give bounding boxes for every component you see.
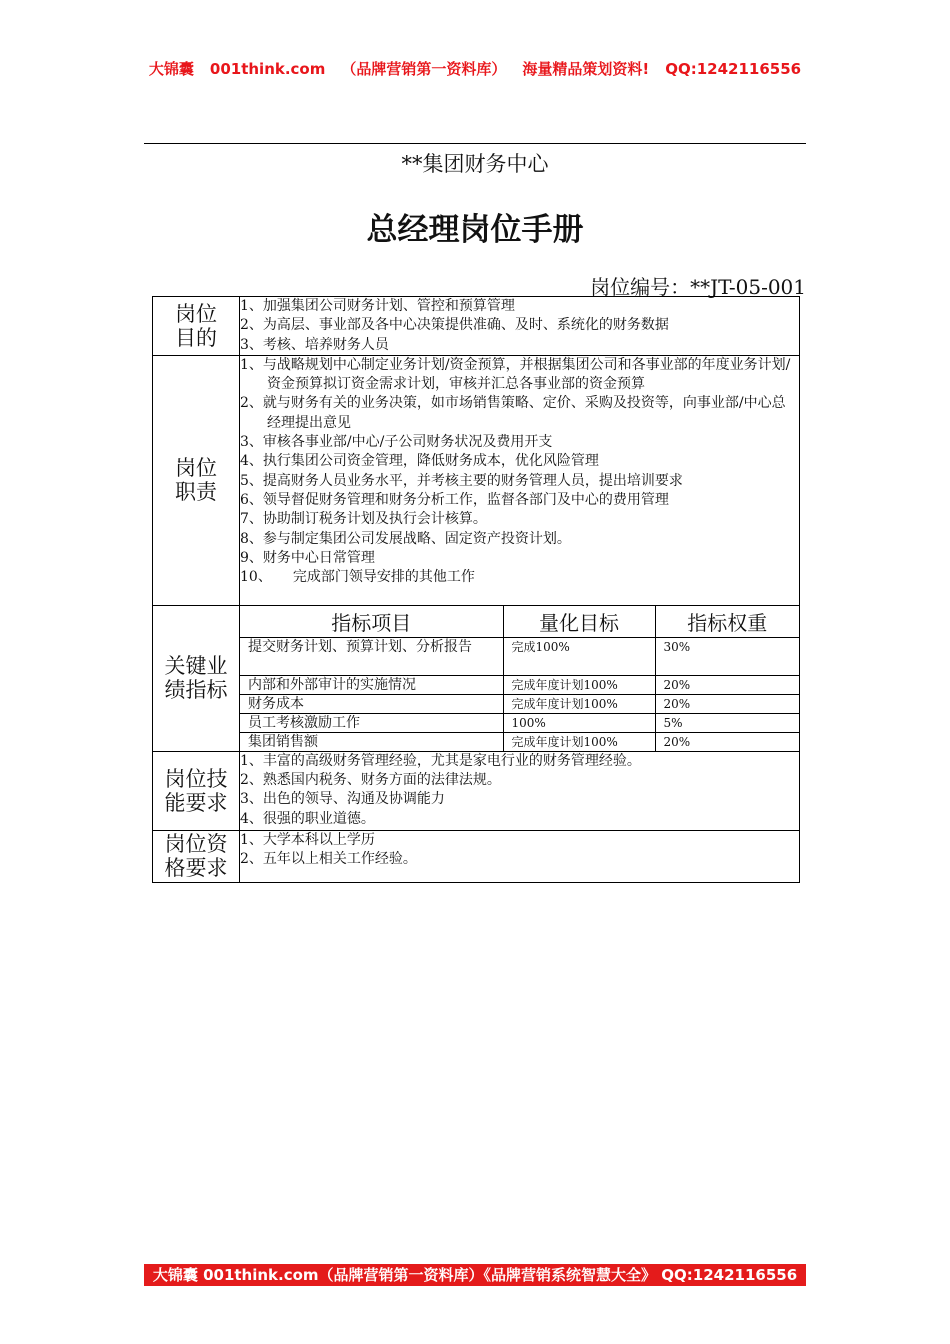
list-item: 8、参与制定集团公司发展战略、固定资产投资计划。 <box>240 530 571 547</box>
position-table <box>152 296 800 883</box>
list-item: 2、为高层、事业部及各中心决策提供准确、及时、系统化的财务数据 <box>240 317 669 334</box>
footer-banner[interactable]: 大锦囊 001think.com（品牌营销第一资料库）《品牌营销系统智慧大全》 QQ:1242116556 <box>144 1264 806 1286</box>
kpi-weight: 5% <box>655 713 799 732</box>
kpi-label: 关键业绩指标 <box>153 605 240 751</box>
skills-row <box>153 751 800 830</box>
list-item: 3、考核、培养财务人员 <box>240 336 389 353</box>
list-item: 3、出色的领导、沟通及协调能力 <box>240 791 445 808</box>
duties-label: 岗位职责 <box>153 355 240 605</box>
kpi-weight: 20% <box>655 694 799 713</box>
kpi-header-row <box>240 606 799 638</box>
header-rule <box>144 143 806 144</box>
header-slogan: 海量精品策划资料! <box>522 60 650 78</box>
header-tagline: （品牌营销第一资料库） <box>341 60 507 78</box>
kpi-row <box>153 605 800 751</box>
list-item: 1、丰富的高级财务管理经验，尤其是家电行业的财务管理经验。 <box>240 752 641 769</box>
list-item: 3、审核各事业部/中心/子公司财务状况及费用开支 <box>240 434 553 451</box>
position-code: 岗位编号：**JT-05-001 <box>590 275 806 299</box>
qualifications-content <box>240 830 800 882</box>
list-item: 4、执行集团公司资金管理，降低财务成本，优化风险管理 <box>240 453 599 470</box>
list-item: 2、就与财务有关的业务决策，如市场销售策略、定价、采购及投资等，向事业部/中心总经理提出意见 <box>240 395 786 431</box>
list-item: 2、五年以上相关工作经验。 <box>240 851 417 868</box>
kpi-target: 100% <box>503 713 655 732</box>
list-item: 2、熟悉国内税务、财务方面的法律法规。 <box>240 772 501 789</box>
page-title: 总经理岗位手册 <box>366 212 584 248</box>
kpi-weight: 20% <box>655 732 799 751</box>
table-row <box>240 637 799 675</box>
skills-content <box>240 751 800 830</box>
kpi-header-weight: 指标权重 <box>655 606 799 638</box>
list-item: 4、很强的职业道德。 <box>240 810 375 827</box>
list-item: 1、与战略规划中心制定业务计划/资金预算，并根据集团公司和各事业部的年度业务计划/资金预算拟订资金需求计划，审核并汇总各事业部的资金预算 <box>240 356 791 393</box>
table-row <box>240 694 799 713</box>
duties-row <box>153 355 800 605</box>
kpi-item: 员工考核激励工作 <box>240 713 503 732</box>
kpi-target: 完成年度计划100% <box>503 675 655 694</box>
kpi-table <box>240 606 799 751</box>
kpi-header-item: 指标项目 <box>240 606 503 638</box>
kpi-table-cell <box>240 605 800 751</box>
qualifications-row <box>153 830 800 882</box>
kpi-weight: 20% <box>655 675 799 694</box>
duties-content <box>240 355 800 605</box>
kpi-header-target: 量化目标 <box>503 606 655 638</box>
kpi-item: 财务成本 <box>240 694 503 713</box>
list-item: 10、 完成部门领导安排的其他工作 <box>240 569 475 586</box>
header-qq: QQ:1242116556 <box>665 60 802 78</box>
kpi-target: 完成年度计划100% <box>503 694 655 713</box>
list-item: 5、提高财务人员业务水平，并考核主要的财务管理人员，提出培训要求 <box>240 472 683 489</box>
kpi-item: 提交财务计划、预算计划、分析报告 <box>240 637 503 675</box>
purpose-label: 岗位目的 <box>153 297 240 356</box>
list-item: 6、领导督促财务管理和财务分析工作，监督各部门及中心的费用管理 <box>240 491 669 508</box>
kpi-target: 完成年度计划100% <box>503 732 655 751</box>
kpi-item: 集团销售额 <box>240 732 503 751</box>
list-item: 7、协助制订税务计划及执行会计核算。 <box>240 511 487 528</box>
list-item: 9、财务中心日常管理 <box>240 549 375 566</box>
table-row <box>240 713 799 732</box>
skills-label: 岗位技能要求 <box>153 751 240 830</box>
org-name: **集团财务中心 <box>401 152 549 176</box>
purpose-row <box>153 297 800 356</box>
kpi-target: 完成100% <box>503 637 655 675</box>
purpose-content <box>240 297 800 356</box>
qualifications-label: 岗位资格要求 <box>153 830 240 882</box>
header-site-link[interactable]: 001think.com <box>209 60 326 78</box>
kpi-item: 内部和外部审计的实施情况 <box>240 675 503 694</box>
list-item: 1、大学本科以上学历 <box>240 831 375 848</box>
list-item: 1、加强集团公司财务计划、管控和预算管理 <box>240 298 515 314</box>
table-row <box>240 675 799 694</box>
header-brand: 大锦囊 <box>148 60 194 78</box>
kpi-weight: 30% <box>655 637 799 675</box>
header-banner <box>0 58 950 79</box>
table-row <box>240 732 799 751</box>
